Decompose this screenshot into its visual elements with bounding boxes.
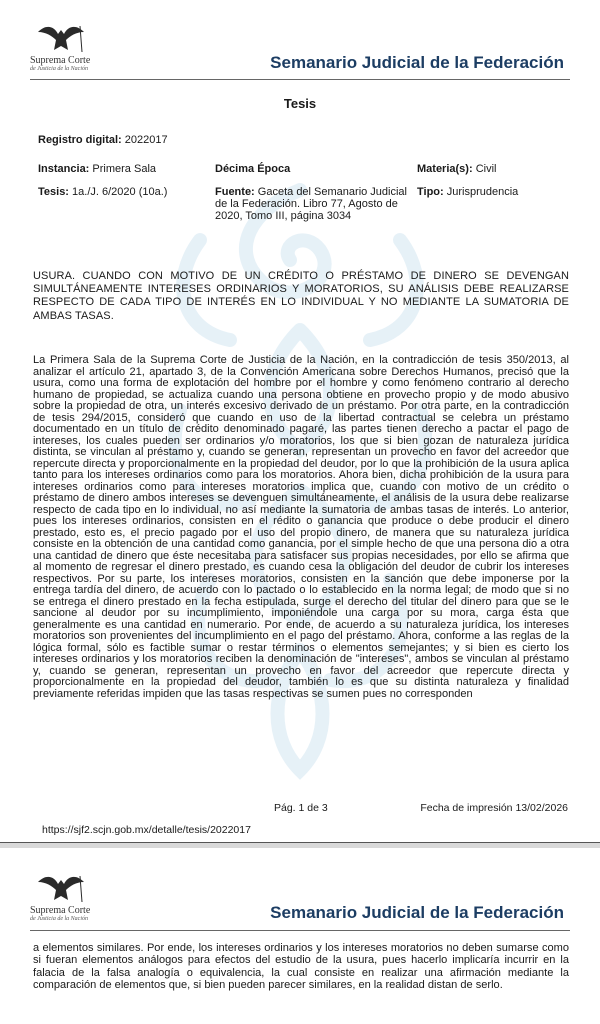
fuente [215,186,410,222]
materia [417,163,496,175]
header-divider-page2 [30,930,570,931]
epoca [215,163,290,175]
eagle-emblem-icon [36,22,86,54]
registro-value: 2022017 [124,134,168,146]
epoca-value: Décima Época [215,163,291,175]
eagle-emblem-icon [36,872,86,904]
publication-title: Semanario Judicial de la Federación [270,53,564,72]
header-divider [30,79,570,80]
tipo-label: Tipo: [417,186,444,198]
logo-text: Suprema Corte [30,905,91,916]
tesis-id [38,186,167,198]
supreme-court-logo [30,22,100,78]
registro-digital [38,134,168,146]
supreme-court-logo-page2 [30,872,100,928]
instancia-value: Primera Sala [92,163,156,175]
fuente-value: Gaceta del Semanario Judicial de la Federación. Libro 77, Agosto de 2020, Tomo III, página 3034 [215,186,407,222]
publication-title-page2: Semanario Judicial de la Federación [270,903,564,922]
document-title: Tesis [283,96,317,111]
materia-label: Materia(s): [417,163,473,175]
tesis-value: 1a./J. 6/2020 (10a.) [72,186,168,198]
instancia-label: Instancia: [38,163,90,175]
page-number: Pág. 1 de 3 [274,802,328,814]
logo-subtext: de Justicia de la Nación [30,66,88,72]
tesis-label: Tesis: [38,186,69,198]
thesis-heading: USURA. CUANDO CON MOTIVO DE UN CRÉDITO O PRÉSTAMO DE DINERO SE DEVENGAN SIMULTÁNEAMENTE INTERESES ORDINARIOS Y MORATORIOS, SU ANÁLISIS DEBE REALIZARSE RESPECTO DE CADA TIPO DE INTERÉS EN LO INDIVIDUAL Y NO MEDIANTE LA SUMATORIA DE AMBAS TASAS. [33,270,569,322]
registro-label: Registro digital: [38,134,122,146]
instancia [38,163,156,175]
tipo [417,186,518,198]
document-page-2 [0,848,600,1024]
tipo-value: Jurisprudencia [446,186,519,198]
print-date: Fecha de impresión 13/02/2026 [420,802,568,814]
fuente-label: Fuente: [215,186,255,198]
document-url[interactable]: https://sjf2.scjn.gob.mx/detalle/tesis/2022017 [42,824,251,836]
thesis-body: La Primera Sala de la Suprema Corte de Justicia de la Nación, en la contradicción de tesis 350/2013, al analizar el artículo 21, apartado 3, de la Convención Americana sobre Derechos Humanos, precisó que la usura, como una forma de explotación del hombre por el hombre y como fenómeno contrario al derecho humano de propiedad, se actualiza cuando una persona obtiene en provecho propio y de modo abusivo sobre la propiedad de otra, un interés excesivo derivado de un préstamo. Por otra parte, en la contradicción de tesis 294/2015, consideró que cuando en uso de la libertad contractual se celebra un préstamo documentado en un título de crédito denominado pagaré, las partes tienen derecho a pactar el pago de intereses, los cuales pueden ser ordinarios y/o moratorios, los que si bien gozan de naturaleza jurídica distinta, se vinculan al préstamo y, cuando se generan, representan un provecho en favor del acreedor que repercute directa y proporcionalmente en la propiedad del deudor, por lo que la prohibición de la usura aplica tanto para los intereses ordinarios como para los moratorios. Ahora bien, dicha prohibición de la usura para intereses ordinarios como para intereses moratorios implica que, cuando con motivo de un crédito o préstamo de dinero ambos intereses se devenguen simultáneamente, el análisis de la usura debe realizarse respecto de cada tipo en lo individual, no así mediante la sumatoria de ambas tasas de interés. Lo anterior, pues los intereses ordinarios, consisten en el rédito o ganancia que produce o debe producir el dinero prestado, esto es, el precio pagado por el uso del propio dinero, de manera que su naturaleza jurídica consiste en la obtención de una cantidad como ganancia, por el simple hecho de que una persona dio a otra una cantidad de dinero que éste necesitaba para satisfacer sus propias necesidades, por ello se afirma que al momento de regresar el dinero prestado, es cuando cesa la obligación del deudor de cubrir los intereses respectivos. Por su parte, los intereses moratorios, consisten en la sanción que debe imponerse por la entrega tardía del dinero, de acuerdo con lo pactado o lo establecido en la norma legal; de modo que si no se entrega el dinero prestado en la fecha estipulada, surge el derecho del titular del dinero para que se le sancione al deudor por su incumplimiento, imponiéndole una carga por su mora, carga ésta que generalmente es una cantidad en numerario. Por ende, de acuerdo a su naturaleza jurídica, los intereses moratorios son provenientes del incumplimiento en el pago del préstamo. Ahora, conforme a las reglas de la lógica formal, sólo es factible sumar o restar términos o elementos semejantes; y si bien es cierto los intereses ordinarios y los moratorios reciben la denominación de "intereses", ambos se vinculan al préstamo y, cuando se generan, representan un provecho en favor del acreedor que repercute directa y proporcionalmente en la propiedad del deudor, también lo es que su distinta naturaleza y finalidad previamente referidas impiden que las tasas respectivas se sumen pues no corresponden [33,354,569,700]
materia-value: Civil [475,163,497,175]
thesis-body-continued: a elementos similares. Por ende, los intereses ordinarios y los intereses moratorios no deben sumarse como si fueran elementos análogos para efectos del estudio de la usura, pues hacerlo implicaría incurrir en la falacia de la falsa analogía o equivalencia, la cual consiste en realizar una afirmación mediante la comparación de elementos que, si bien pueden parecer similares, en la realidad distan de serlo. [33,942,569,991]
logo-text: Suprema Corte [30,55,91,66]
logo-subtext: de Justicia de la Nación [30,916,88,922]
